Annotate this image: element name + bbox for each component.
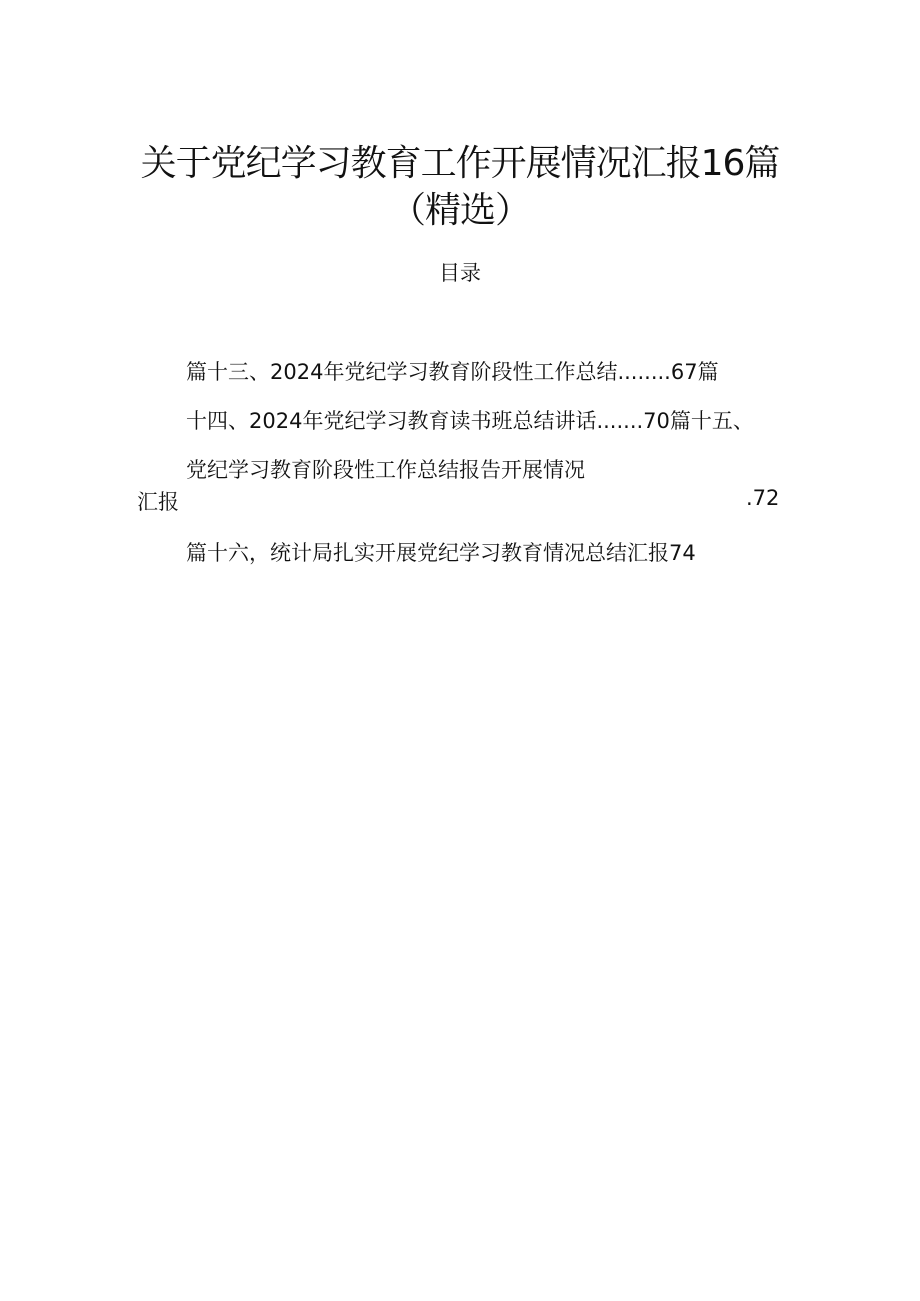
toc-heading: 目录	[439, 261, 481, 285]
document-title-line-1: 关于党纪学习教育工作开展情况汇报16篇	[140, 143, 780, 184]
toc-line: 篇十六，统计局扎实开展党纪学习教育情况总结汇报74	[186, 541, 696, 565]
toc-line: 党纪学习教育阶段性工作总结报告开展情况	[186, 458, 585, 482]
document-title-line-2: （精选）	[389, 190, 530, 231]
toc-line: 十四、2024年党纪学习教育读书班总结讲话.......70篇十五、	[186, 409, 754, 433]
toc-line: 篇十三、2024年党纪学习教育阶段性工作总结........67篇	[186, 360, 719, 384]
toc-page-number: .72	[746, 486, 780, 510]
toc-line: 汇报	[137, 490, 179, 514]
